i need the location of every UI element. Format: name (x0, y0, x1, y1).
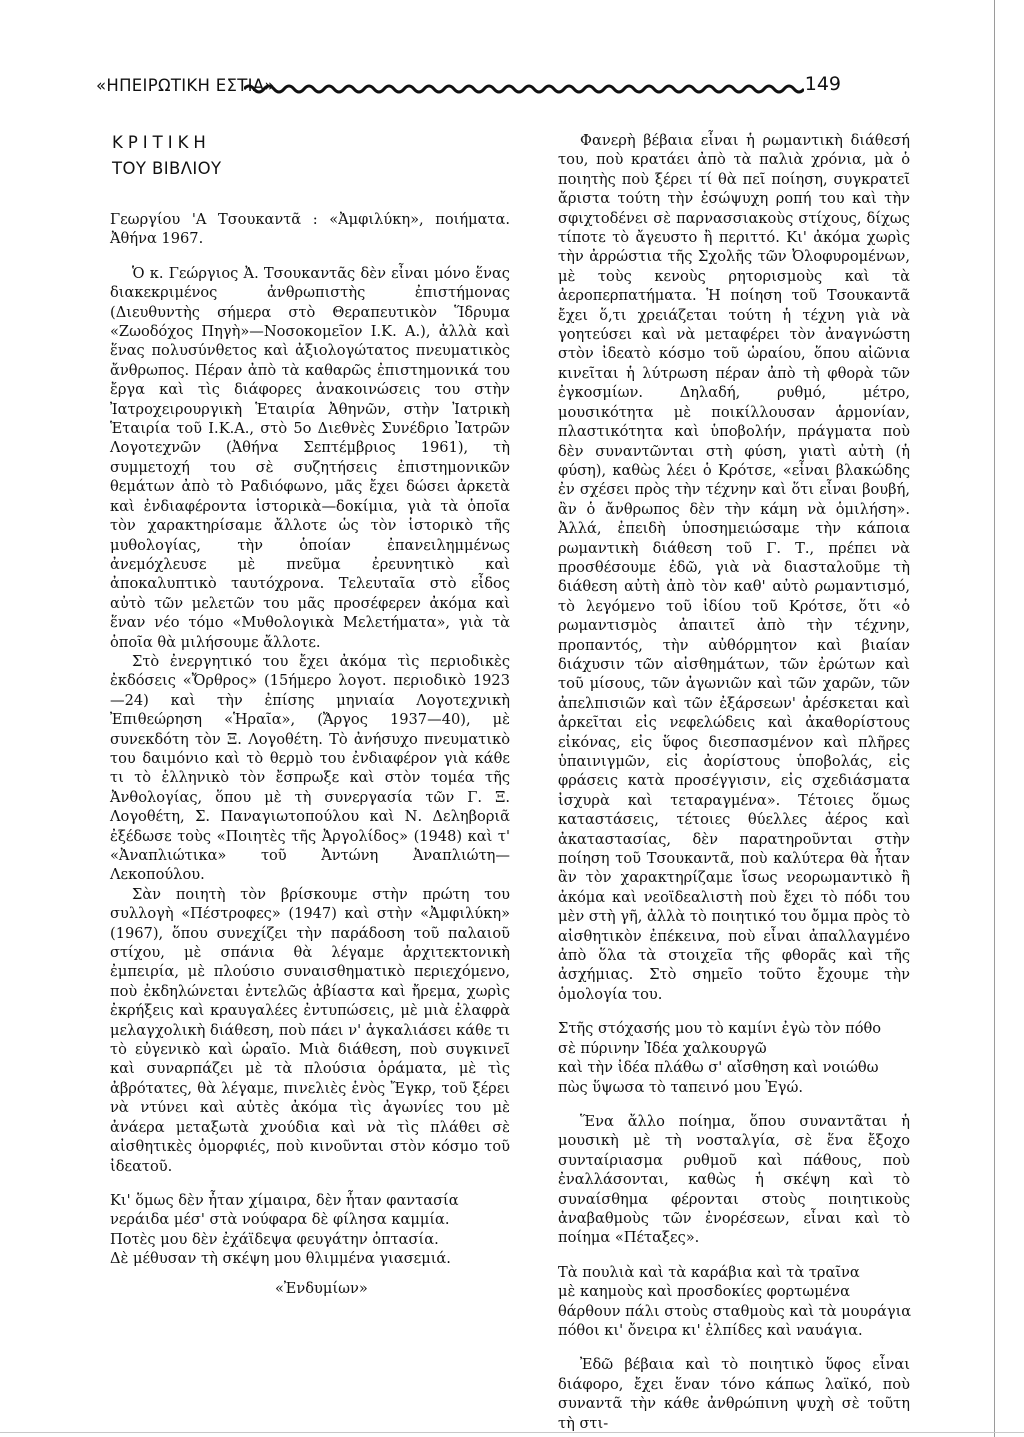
page-number: 149 (804, 73, 841, 95)
poem-line: Τὰ πουλιὰ καὶ τὰ καράβια καὶ τὰ τραῖνα (558, 1263, 860, 1281)
poem-source: «Ἐνδυμίων» (275, 1279, 368, 1297)
journal-title: «ΗΠΕΙΡΩΤΙΚΗ ΕΣΤΙΑ» (96, 76, 275, 95)
poem-line: Κι' ὅμως δὲν ἦταν χίμαιρα, δὲν ἦταν φαντασία (110, 1191, 459, 1209)
poem-excerpt (110, 1191, 510, 1269)
section-heading (112, 130, 222, 182)
poem-line: πόθοι κι' ὄνειρα κι' ἐλπίδες καὶ ναυάγια. (558, 1321, 863, 1339)
scan-margin-line (994, 0, 995, 1437)
poem-line: θάρθουν πάλι στοὺς σταθμοὺς καὶ τὰ μουράγια (558, 1302, 912, 1320)
paragraph: Ἕνα ἄλλο ποίημα, ὅπου συναντᾶται ἡ μουσικὴ μὲ τὴ νοσταλγία, σὲ ἕνα ἔξοχο συνταίριασμα ρυθμοῦ καὶ πάθους, ποὺ ἐναλλάσονται, καθὼς ἡ σκέψη καὶ τὸ συναίσθημα φέρονται στοὺς ποιητικοὺς ἀναβαθμοὺς τῶν ἐνορέσεων, εἶναι καὶ τὸ ποίημα «Πέταξες». (558, 1112, 910, 1247)
book-citation: Γεωργίου 'Α Τσουκαντᾶ : «Ἀμφιλύκη», ποιήματα. Ἀθήνα 1967. (110, 211, 510, 248)
poem-line: καὶ τὴν ἰδέα πλάθω σ' αἴσθηση καὶ νοιώθω (558, 1059, 879, 1077)
poem-line: Στῆς στόχασής μου τὸ καμίνι ἐγὼ τὸν πόθο (558, 1020, 882, 1038)
poem-line: μὲ καημοὺς καὶ προσδοκίες φορτωμένα (558, 1283, 851, 1301)
section-heading-line2: ΤΟΥ ΒΙΒΛΙΟΥ (112, 159, 222, 178)
poem-line: νεράιδα μέσ' στὰ νούφαρα δὲ φίλησα καμμία. (110, 1211, 450, 1229)
page-header (96, 73, 841, 106)
poem-excerpt (558, 1019, 910, 1097)
left-column (110, 210, 510, 1298)
poem-line: Δὲ μέθυσαν τὴ σκέψη μου θλιμμένα γιασεμιά. (110, 1250, 451, 1268)
section-heading-line1: ΚΡΙΤΙΚΗ (112, 133, 211, 152)
poem-excerpt (558, 1263, 910, 1341)
poem-line: Ποτὲς μου δὲν ἐχάϊδεψα φευγάτην ὀπτασία. (110, 1230, 439, 1248)
poem-line: πὼς ὕψωσα τὸ ταπεινό μου Ἐγώ. (558, 1078, 804, 1096)
right-column (558, 131, 910, 1433)
paragraph: Στὸ ἐνεργητικό του ἔχει ἀκόμα τὶς περιοδικὲς ἐκδόσεις «Ὄρθρος» (15ήμερο λογοτ. περιοδικὸ 1923—24) καὶ τὴν ἐπίσης μηνιαία Λογοτεχνικὴ Ἐπιθεώρηση «Ἡραῖα», (Ἄργος 1937—40), μὲ συνεκδότη τὸν Ξ. Λογοθέτη. Τὸ ἀνήσυχο πνευματικὸ του δαιμόνιο καὶ τὸ θερμὸ του ἐνδιαφέρον γιὰ κάθε τι τὸ ἑλληνικὸ τὸν ἔσπρωξε καὶ στὸν τομέα τῆς Ἀνθολογίας, ὅπου μὲ τὴ συνεργασία τῶν Γ. Ξ. Λογοθέτη, Σ. Παναγιωτοπούλου καὶ Ν. Δεληβοριᾶ ἐξέδωσε τοὺς «Ποιητὲς τῆς Ἀργολίδος» (1948) καὶ τ' «Ἀναπλιώτικα» τοῦ Ἀντώνη Ἀναπλιώτη—Λεκοπούλου. (110, 652, 510, 884)
paragraph: Ἐδῶ βέβαια καὶ τὸ ποιητικὸ ὕφος εἶναι διάφορο, ἔχει ἕναν τόνο κάπως λαϊκό, ποὺ συναντᾶ τὴν κάθε ἀνθρώπινη ψυχὴ σὲ τοῦτη τὴ στι- (558, 1356, 910, 1432)
paragraph: Σὰν ποιητὴ τὸν βρίσκουμε στὴν πρώτη του συλλογὴ «Πέστροφες» (1947) καὶ στὴν «Ἀμφιλύκη» (1967), ὅπου συνεχίζει τὴν παράδοση τοῦ παλαιοῦ στίχου, μὲ σπάνια θὰ λέγαμε ἀρχιτεκτονικὴ ἐμπειρία, μὲ πλούσιο συναισθηματικὸ περιεχόμενο, ποὺ ἐκδηλώνεται ἐντελῶς ἀβίαστα καὶ ἤρεμα, χωρὶς ἐκρήξεις καὶ κραυγαλέες ἐντυπώσεις, μὲ μιὰ ἐλαφρὰ μελαγχολικὴ διάθεση, ποὺ πάει ν' ἀγκαλιάσει κάθε τι τὸ εὐγενικὸ καὶ ὡραῖο. Μιὰ διάθεση, ποὺ συγκινεῖ καὶ συναρπάζει μὲ τὰ πλούσια ὁράματα, μὲ τὶς ἀβρότατες, θὰ λέγαμε, πινελιὲς ἑνὸς Ἔγκρ, τοῦ ξέρει νὰ ντύνει καὶ αὐτὲς ἀκόμα τὶς ἀγωνίες του μὲ ἀνάερα μεταξωτὰ χνούδια καὶ νὰ τὶς πλάθει σὲ αἰσθητικὲς ὀμορφιές, ποὺ κινοῦνται στὸν κόσμο τοῦ ἰδεατοῦ. (110, 885, 510, 1175)
wavy-rule-ornament (244, 82, 804, 96)
paragraph: Ὁ κ. Γεώργιος Ἀ. Τσουκαντᾶς δὲν εἶναι μόνο ἕνας διακεκριμένος ἀνθρωπιστὴς ἐπιστήμονας (Διευθυντὴς σήμερα στὸ Θεραπευτικὸν Ἵδρυμα «Ζωοδόχος Πηγὴ»—Νοσοκομεῖον Ι.Κ. Α.), ἀλλὰ καὶ ἕνας πολυσύνθετος καὶ ἀξιολογώτατος πνευματικὸς ἄνθρωπος. Πέραν ἀπὸ τὰ καθαρῶς ἐπιστημονικά του ἔργα καὶ τὶς διάφορες ἀνακοινώσεις του στὴν Ἰατροχειρουργικὴ Ἑταιρία Ἀθηνῶν, στὴν Ἰατρικὴ Ἑταιρία τοῦ Ι.Κ.Α., στὸ 5ο Διεθνὲς Συνέδριο Ἰατρῶν Λογοτεχνῶν (Ἀθήνα Σεπτέμβριος 1961), τὴ συμμετοχή του σὲ συζητήσεις ἐπιστημονικῶν θεμάτων ἀπὸ τὸ Ραδιόφωνο, μᾶς ἔχει δώσει ἀρκετὰ καὶ ἐνδιαφέροντα ἱστορικὰ—δοκίμια, γιὰ τὰ ὁποῖα τὸν χαρακτηρίσαμε ἄλλοτε ὡς τὸν ἱστορικὸ τῆς μυθολογίας, τὴν ὁποίαν ἐπανειλημμένως ἀνεμόχλευσε μὲ πνεῦμα ἐρευνητικὸ καὶ ἀποκαλυπτικὸ ταυτόχρονα. Τελευταῖα στὸ εἶδος αὐτὸ τῶν μελετῶν του μᾶς προσέφερεν ἀκόμα καὶ ἕναν νέο τόμο «Μυθολογικὰ Μελετήματα», γιὰ τὰ ὁποῖα θὰ μιλήσουμε ἄλλοτε. (110, 264, 510, 651)
poem-line: σὲ πύρινην Ἰδέα χαλκουργῶ (558, 1039, 767, 1057)
page-bottom-edge (0, 1432, 1024, 1433)
paragraph: Φανερὴ βέβαια εἶναι ἡ ρωμαντικὴ διάθεσή του, ποὺ κρατάει ἀπὸ τὰ παλιὰ χρόνια, μὰ ὁ ποιητὴς ποὺ ξέρει τί θὰ πεῖ ποίηση, συγκρατεῖ ἄριστα τούτη τὴν ἐσώψυχη ροπή του καὶ τὴν σφιχτοδένει σὲ παρνασσιακοὺς στίχους, δίχως τίποτε τὸ ἄγευστο ἢ περιττό. Κι' ἀκόμα χωρὶς τὴν ἀρρώστια τῆς Σχολῆς τῶν Ὀλοφυρομένων, μὲ τοὺς κενοὺς ρητορισμοὺς καὶ τὰ ἀεροπερπατήματα. Ἡ ποίηση τοῦ Τσουκαντᾶ ἔχει ὅ,τι χρειάζεται τούτη ἡ τέχνη γιὰ νὰ γοητεύσει καὶ νὰ μεταφέρει τὸν ἀναγνώστη στὸν ἰδεατὸ κόσμο τοῦ ὡραίου, ὅπου αἰῶνια κινεῖται ἡ λύτρωση πέραν ἀπὸ τὴ φθορὰ τῶν ἐγκοσμίων. Δηλαδή, ρυθμό, μέτρο, μουσικότητα μὲ ποικίλλουσαν ἁρμονίαν, πλαστικότητα καὶ ὑποβολήν, πράγματα ποὺ δὲν συναντῶνται στὴ φύση, γιατὶ αὐτὴ (ἡ φύση), καθὼς λέει ὁ Κρότσε, «εἶναι βλακώδης ἐν σχέσει πρὸς τὴν τέχνην καὶ ὅτι εἶναι βουβή, ἂν ὁ ἄνθρωπος δὲν τὴν κάμη νὰ ὁμιλήση». Ἀλλά, ἐπειδὴ ὑποσημειώσαμε τὴν κάποια ρωμαντικὴ διάθεση τοῦ Γ. Τ., πρέπει νὰ προσθέσουμε ἐδῶ, γιὰ νὰ διασταλοῦμε τὴ διάθεση αὐτὴ ἀπὸ τὸν καθ' αὐτὸ ρωμαντισμό, τὸ λεγόμενο τοῦ ἰδίου τοῦ Κρότσε, ὅτι «ὁ ρωμαντισμὸς ἀπαιτεῖ ἀπὸ τὴν τέχνην, προπαντός, τὴν αὐθόρμητον καὶ βιαίαν διάχυσιν τῶν αἰσθημάτων, τῶν ἐρώτων καὶ τοῦ μίσους, τῶν ἀγωνιῶν καὶ τῶν χαρῶν, τῶν ἀπελπισιῶν καὶ τῶν ἐξάρσεων' ἀρέσκεται καὶ ἀρκεῖται εἰς νεφελώδεις καὶ ἀκαθορίστους εἰκόνας, εἰς ὕφος διεσπασμένον καὶ πλῆρες ὑπαινιγμῶν, εἰς ἀορίστους ὑποβολάς, εἰς φράσεις κατὰ προσέγγισιν, εἰς σχεδιάσματα ἰσχυρὰ καὶ τεταραγμένα». Τέτοιες ὅμως καταστάσεις, τέτοιες θύελλες ἀέρος καὶ ἀκαταστασίας, δὲν παρατηροῦνται στὴν ποίηση τοῦ Τσουκαντᾶ, ποὺ καλύτερα θὰ ἦταν ἂν τὸν χαρακτηρίζαμε ἴσως νεορωμαντικὸ ἢ ἀκόμα καὶ νεοϊδεαλιστὴ ποὺ ἔχει τὸ πόδι του μὲν στὴ γῆ, ἀλλὰ τὸ ποιητικό του ὄμμα πρὸς τὸ αἰσθητικὸν ἐπέκεινα, ποὺ εἶναι ἀπαλλαγμένο ἀπὸ ὅλα τὰ στοιχεῖα τῆς φθορᾶς καὶ τῆς ἀσχήμιας. Στὸ σημεῖο τοῦτο ἔχουμε τὴν ὁμολογία του. (558, 132, 910, 1003)
